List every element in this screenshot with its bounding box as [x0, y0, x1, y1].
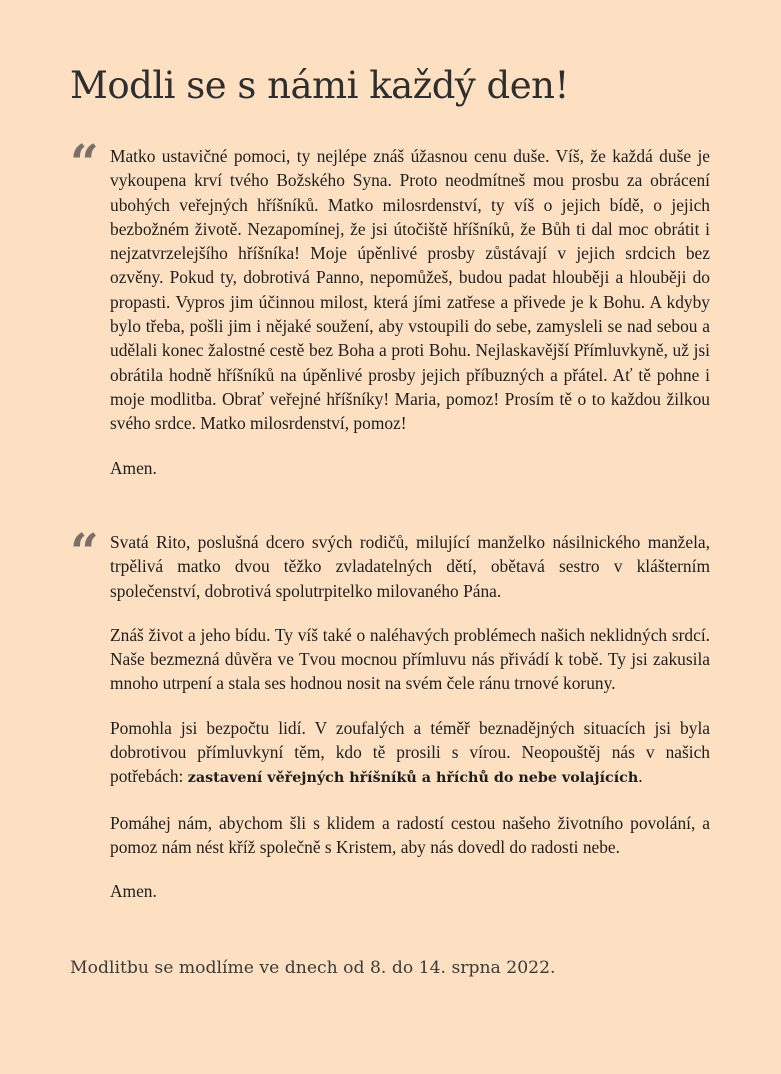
- prayer-text: Pomohla jsi bezpočtu lidí. V zoufalých a téměř beznadějných situacích jsi byla dobrotivou přímluvkyní těm, kdo tě prosili s vírou. Neopouštěj nás v našich potřebách:: [110, 717, 710, 787]
- prayer-body-1: [110, 144, 710, 480]
- prayer-paragraph: Matko ustavičné pomoci, ty nejlépe znáš úžasnou cenu duše. Víš, že každá duše je vykoupena krví tvého Božského Syna. Proto neodmítneš mou prosbu za obrácení ubohých veřejných hříšníků. Matko milosrdenství, ty víš o jejich bídě, o jejich bezbožném životě. Nezapomínej, že jsi útočiště hříšníků, že Bůh ti dal moc obrátit i nejzatvrzelejšího hříšníka! Moje úpěnlivé prosby zůstávají v jejich srdcich bez ozvěny. Pokud ty, dobrotivá Panno, nepomůžeš, budou padat hlouběji a hlouběji do propasti. Vypros jim účinnou milost, která jími zatřese a přivede je k Bohu. A kdyby bylo třeba, pošli jim i nějaké soužení, aby vstoupili do sebe, zamysleli se nad sebou a udělali konec žalostné cestě bez Boha a proti Bohu. Nejlaskavější Přímluvkyně, už jsi obrátila hodně hříšníků na úpěnlivé prosby jejich příbuzných a přátel. Ať tě pohne i moje modlitba. Obrať veřejné hříšníky! Maria, pomoz! Prosím tě o to každou žilkou svého srdce. Matko milosrdenství, pomoz!: [110, 146, 710, 434]
- prayer-blockquote-1: [70, 133, 710, 500]
- prayer-paragraph: Svatá Rito, poslušná dcero svých rodičů, milující manželko násilnického manžela, trpělivá matko dvou těžko zvladatelných dětí, obětavá sestro v klášterním společenství, dobrotivá spolutrpitelko milovaného Pána.: [110, 532, 710, 601]
- prayer-dates-note: Modlitbu se modlíme ve dnech od 8. do 14. srpna 2022.: [70, 958, 556, 978]
- prayer-paragraph: Pomáhej nám, abychom šli s klidem a radostí cestou našeho životního povolání, a pomoz nám nést kříž společně s Kristem, aby nás dovedl do radosti nebe.: [110, 812, 710, 857]
- prayer-amen: Amen.: [110, 457, 157, 478]
- prayer-blockquote-2: [70, 522, 710, 924]
- prayer-text-end: .: [638, 766, 643, 787]
- prayer-body-2: [110, 530, 710, 904]
- page-title: Modli se s námi každý den!: [70, 64, 569, 107]
- prayer-intention-bold: zastavení věřejných hříšníků a hříchů do nebe volajících: [187, 770, 639, 787]
- left-double-quote-icon: “: [70, 522, 99, 581]
- prayer-paragraph: Znáš život a jeho bídu. Ty víš také o naléhavých problémech našich neklidných srdcí. Naše bezmezná důvěra ve Tvou mocnou přímluvu nás přivádí k tobě. Ty jsi zakusila mnoho utrpení a stala ses hodnou nosit na svém čele ránu trnové koruny.: [110, 624, 710, 694]
- left-double-quote-icon: “: [70, 133, 99, 192]
- prayer-amen: Amen.: [110, 881, 157, 902]
- prayer-paragraph: [110, 716, 710, 791]
